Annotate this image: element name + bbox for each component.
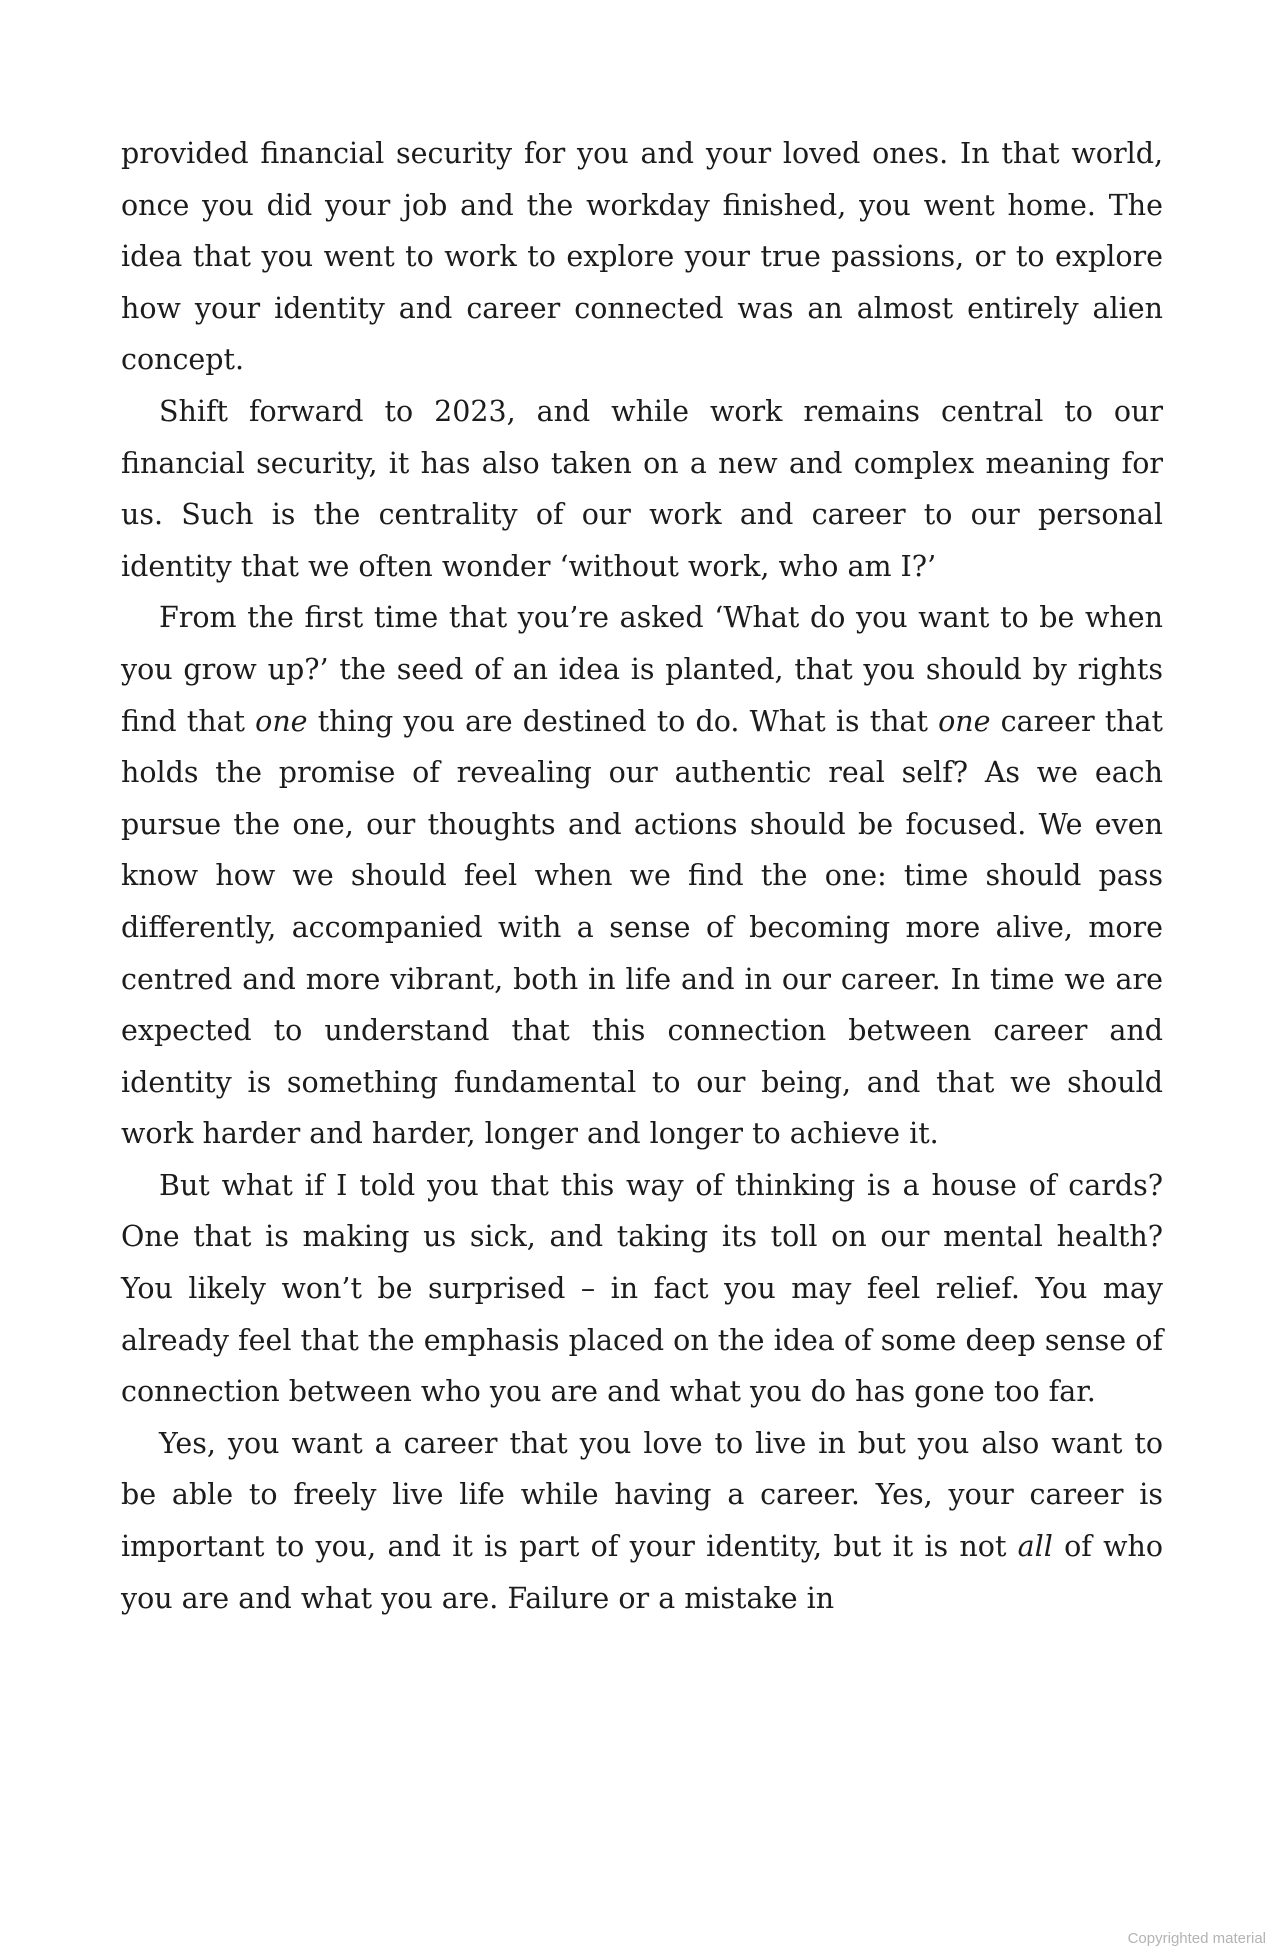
paragraph-text: But what if I told you that this way of thinking is a house of cards? One that is making us sick, and taking its toll on our mental health? You likely won’t be surprised – in fact you may feel relief. You may already feel that the emphasis placed on the idea of some deep sense of connection between who you are and what you do has gone too far.	[121, 1168, 1163, 1409]
paragraph-text: Shift forward to 2023, and while work remains central to our financial security, it has also taken on a new and complex meaning for us. Such is the centrality of our work and career to our personal identity that we often wonder ‘without work, who am I?’	[121, 394, 1163, 583]
paragraph-text: provided financial security for you and your loved ones. In that world, once you did your job and the workday finished, you went home. The idea that you went to work to explore your true passions, or to explore how your identity and career connected was an almost entirely alien concept.	[121, 137, 1163, 377]
paragraph-5	[121, 1418, 1163, 1624]
paragraph-3	[121, 592, 1163, 1160]
italic-text: all	[1017, 1530, 1053, 1564]
paragraph-text: From the first time that you’re asked ‘What do you want to be when you grow up?’ the seed of an idea is planted, that you should by rights find that	[121, 601, 1163, 738]
paragraph-4	[121, 1160, 1163, 1418]
copyright-notice: Copyrighted material	[1127, 1930, 1266, 1947]
paragraph-text: of who you are and what you are. Failure or a mistake in	[121, 1530, 1164, 1615]
italic-text: one	[255, 704, 308, 738]
paragraph-text: career that holds the promise of revealing our authentic real self? As we each pursue the one, our thoughts and actions should be focused. We even know how we should feel when we find the one: time should pass differently, accompanied with a sense of becoming more alive, more centred and more vibrant, both in life and in our career. In time we are expected to understand that this connection between career and identity is something fundamental to our being, and that we should work harder and harder, longer and longer to achieve it.	[121, 704, 1164, 1151]
page-body	[121, 128, 1163, 1624]
paragraph-text: Yes, you want a career that you love to live in but you also want to be able to freely live life while having a career. Yes, your career is important to you, and it is part of your identity, but it is not	[121, 1426, 1163, 1564]
italic-text: one	[938, 704, 991, 738]
paragraph-1	[121, 128, 1163, 386]
paragraph-text: thing you are destined to do. What is that	[307, 704, 939, 738]
paragraph-2	[121, 386, 1163, 592]
